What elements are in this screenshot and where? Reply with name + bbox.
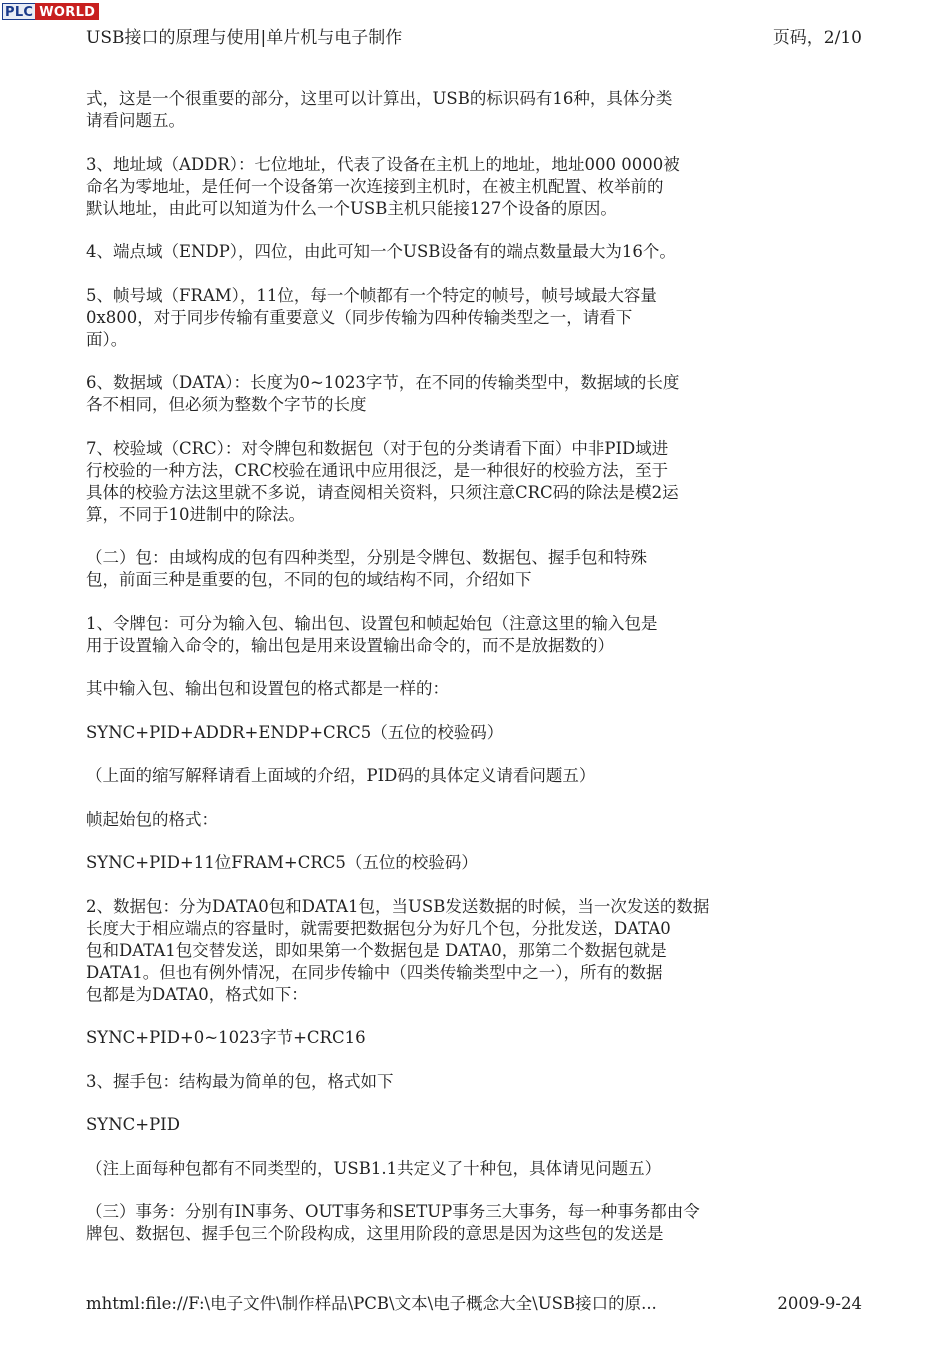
- page-footer: [86, 1292, 862, 1316]
- paragraph-note: （注上面每种包都有不同类型的，USB1.1共定义了十种包，具体请见问题五）: [86, 1158, 662, 1178]
- format-line: SYNC+PID+11位FRAM+CRC5（五位的校验码）: [86, 853, 478, 872]
- format-line: SYNC+PID+0~1023字节+CRC16: [86, 1028, 366, 1047]
- paragraph-crc-field: 7、校验域（CRC）：对令牌包和数据包（对于包的分类请看下面）中非PID域进 行校验的一种方法，CRC校验在通讯中应用很泛，是一种很好的校验方法，至于 具体的校验方法这里就不多说，请查阅相关资料，只须注意CRC码的除法是模2运 算，不同于10进制中的除法。: [86, 438, 679, 524]
- logo-part-plc: PLC: [2, 3, 35, 20]
- document-body: [86, 88, 766, 1267]
- paragraph-endp-field: 4、端点域（ENDP），四位，由此可知一个USB设备有的端点数量最大为16个。: [86, 242, 676, 261]
- page-number: 页码，2/10: [772, 28, 862, 48]
- plcworld-logo: [2, 3, 99, 20]
- footer-date: 2009-9-24: [777, 1294, 862, 1313]
- paragraph-fram-field: 5、帧号域（FRAM），11位，每一个帧都有一个特定的帧号，帧号域最大容量 0x800，对于同步传输有重要意义（同步传输为四种传输类型之一，请看下 面）。: [86, 285, 657, 349]
- paragraph: （上面的缩写解释请看上面域的介绍，PID码的具体定义请看问题五）: [86, 766, 596, 785]
- paragraph-addr-field: 3、地址域（ADDR）：七位地址，代表了设备在主机上的地址，地址000 0000被 命名为零地址，是任何一个设备第一次连接到主机时，在被主机配置、枚举前的 默认地址，由此可以知道为什么一个USB主机只能接127个设备的原因。: [86, 154, 680, 218]
- paragraph: 其中输入包、输出包和设置包的格式都是一样的：: [86, 679, 449, 698]
- paragraph-token-packet: 1、令牌包：可分为输入包、输出包、设置包和帧起始包（注意这里的输入包是 用于设置输入命令的，输出包是用来设置输出命令的，而不是放据数的）: [86, 613, 658, 655]
- paragraph-data-packet: 2、数据包：分为DATA0包和DATA1包，当USB发送数据的时候，当一次发送的数据 长度大于相应端点的容量时，就需要把数据包分为好几个包，分批发送，DATA0 包和DATA1包交替发送，即如果第一个数据包是 DATA0，那第二个数据包就是 DATA1。但也有例外情况，在同步传输中（四类传输类型中之一），所有的数据 包都是为DATA0，格式如下：: [86, 896, 710, 1004]
- paragraph-data-field: 6、数据域（DATA）：长度为0~1023字节，在不同的传输类型中，数据域的长度 各不相同，但必须为整数个字节的长度: [86, 373, 680, 414]
- paragraph-handshake-packet: 3、握手包：结构最为简单的包，格式如下: [86, 1071, 394, 1091]
- logo-part-world: WORLD: [35, 3, 99, 20]
- format-line: SYNC+PID: [86, 1115, 180, 1134]
- format-line: SYNC+PID+ADDR+ENDP+CRC5（五位的校验码）: [86, 722, 504, 742]
- paragraph-packets-intro: （二）包：由域构成的包有四种类型，分别是令牌包、数据包、握手包和特殊 包，前面三种是重要的包，不同的包的域结构不同，介绍如下: [86, 548, 647, 589]
- paragraph-transactions: （三）事务：分别有IN事务、OUT事务和SETUP事务三大事务，每一种事务都由令 牌包、数据包、握手包三个阶段构成，这里用阶段的意思是因为这些包的发送是: [86, 1202, 700, 1243]
- paragraph: 式，这是一个很重要的部分，这里可以计算出，USB的标识码有16种，具体分类 请看问题五。: [86, 89, 673, 130]
- page-header: [86, 26, 862, 50]
- footer-file-path: mhtml:file://F:\电子文件\制作样品\PCB\文本\电子概念大全\USB接口的原...: [86, 1294, 657, 1313]
- paragraph: 帧起始包的格式：: [86, 809, 218, 829]
- header-title: USB接口的原理与使用|单片机与电子制作: [86, 28, 403, 48]
